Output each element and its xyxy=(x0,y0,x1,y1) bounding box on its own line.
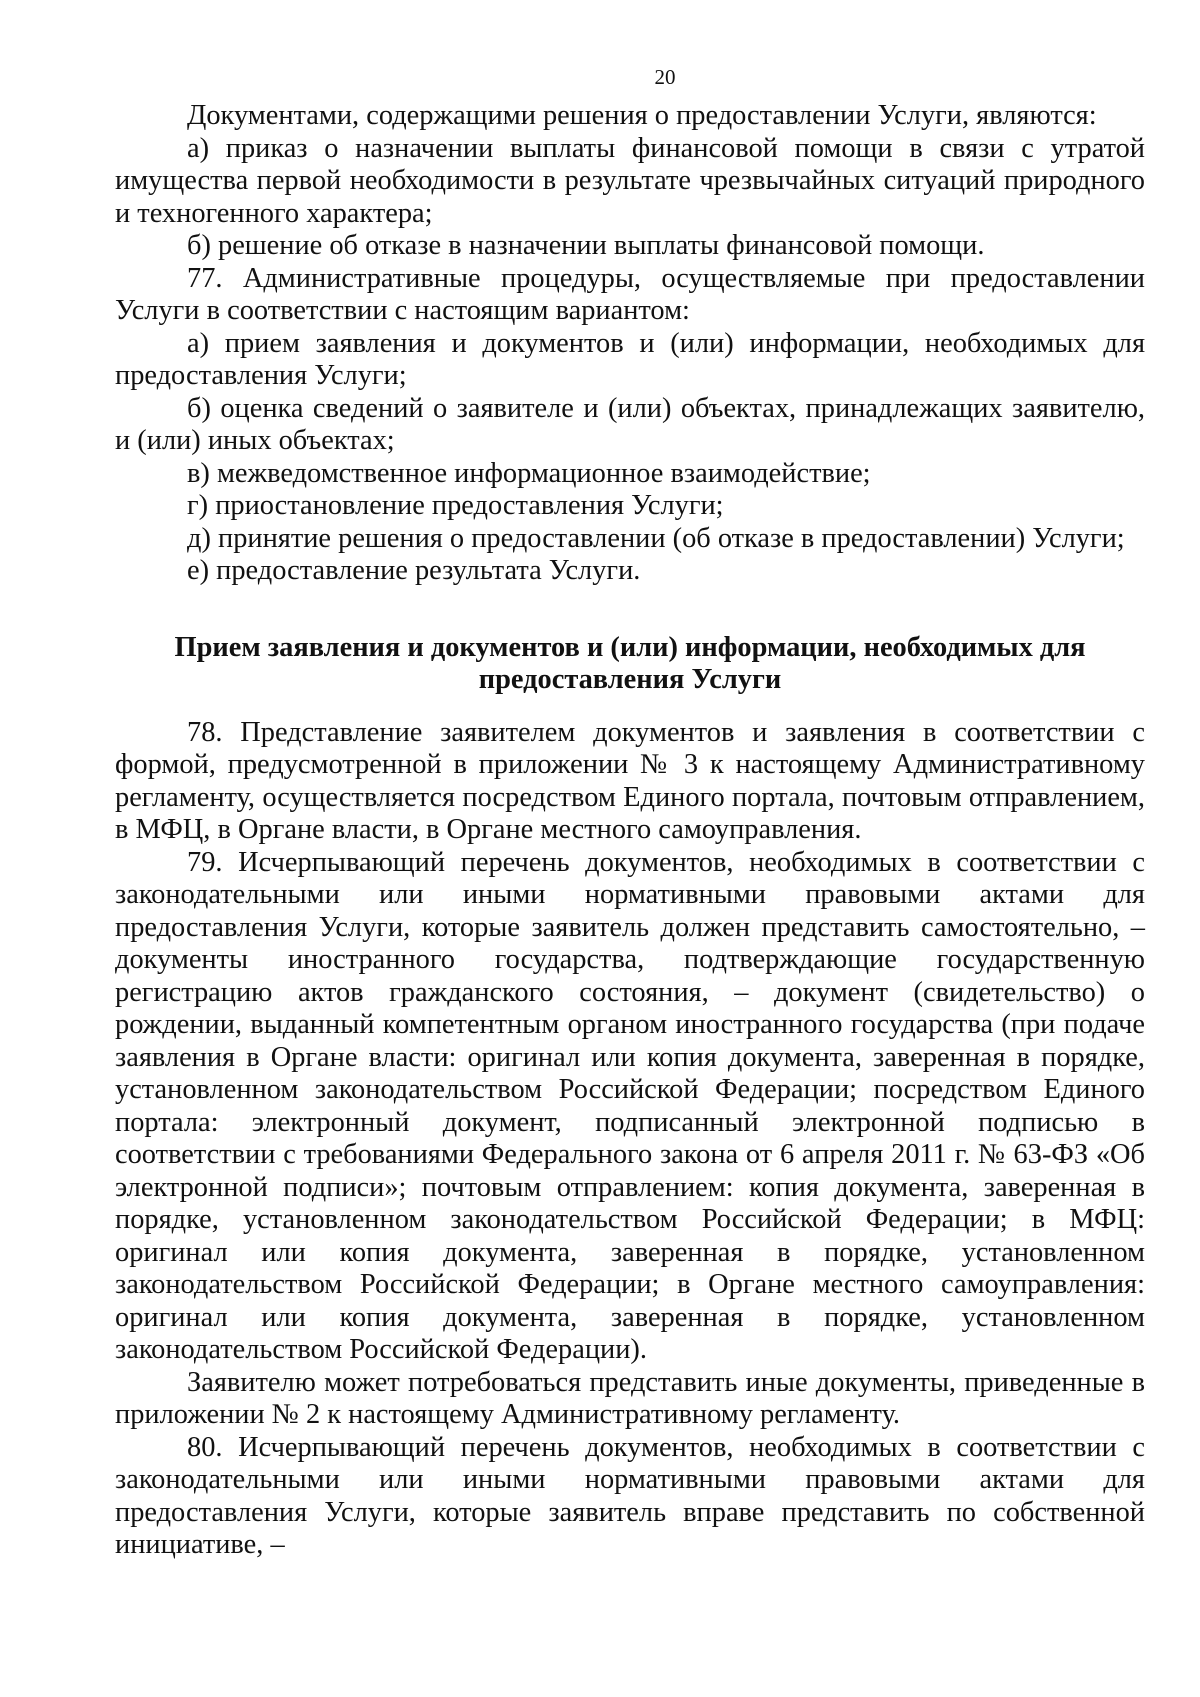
paragraph-80: 80. Исчерпывающий перечень документов, необходимых в соответствии с законодательными или иными нормативными правовыми актами для предоставления Услуги, которые заявитель вправе представить по собственной инициативе, – xyxy=(115,1431,1145,1560)
list-item-e-result: е) предоставление результата Услуги. xyxy=(187,555,641,586)
paragraph-result-documents: Документами, содержащими решения о предоставлении Услуги, являются: xyxy=(187,100,1097,131)
list-item-b-assessment: б) оценка сведений о заявителе и (или) объектах, принадлежащих заявителю, и (или) иных объектах; xyxy=(115,392,1145,456)
list-item-v-interaction: в) межведомственное информационное взаимодействие; xyxy=(187,457,871,489)
page-number: 20 xyxy=(654,65,676,89)
list-item-a-order: а) приказ о назначении выплаты финансовой помощи в связи с утратой имущества первой необходимости в результате чрезвычайных ситуаций природного и техногенного характера; xyxy=(115,132,1145,229)
paragraph-78: 78. Представление заявителем документов и заявления в соответствии с формой, предусмотренной в приложении № 3 к настоящему Административному регламенту, осуществляется посредством Единого портала, почтовым отправлением, в МФЦ, в Органе власти, в Органе местного самоуправления. xyxy=(115,716,1145,845)
list-item-b-refusal: б) решение об отказе в назначении выплаты финансовой помощи. xyxy=(187,230,985,261)
list-item-d-decision: д) принятие решения о предоставлении (об отказе в предоставлении) Услуги; xyxy=(187,522,1125,554)
list-item-a-reception: а) прием заявления и документов и (или) информации, необходимых для предоставления Услуги; xyxy=(115,327,1145,391)
paragraph-other-documents: Заявителю может потребоваться представить иные документы, приведенные в приложении № 2 к настоящему Административному регламенту. xyxy=(115,1366,1145,1430)
list-item-g-suspension: г) приостановление предоставления Услуги; xyxy=(187,490,724,521)
paragraph-77: 77. Административные процедуры, осуществляемые при предоставлении Услуги в соответствии с настоящим вариантом: xyxy=(115,262,1145,326)
document-page xyxy=(115,64,1145,1562)
paragraph-79: 79. Исчерпывающий перечень документов, необходимых в соответствии с законодательными или иными нормативными правовыми актами для предоставления Услуги, которые заявитель должен представить самостоятельно, – документы иностранного государства, подтверждающие государственную регистрацию актов гражданского состояния, – документ (свидетельство) о рождении, выданный компетентным органом иностранного государства (при подаче заявления в Органе власти: оригинал или копия документа, заверенная в порядке, установленном законодательством Российской Федерации; посредством Единого портала: электронный документ, подписанный электронной подписью в соответствии с требованиями Федерального закона от 6 апреля 2011 г. № 63-ФЗ «Об электронной подписи»; почтовым отправлением: копия документа, заверенная в порядке, установленном законодательством Российской Федерации; в МФЦ: оригинал или копия документа, заверенная в порядке, установленном законодательством Российской Федерации; в Органе местного самоуправления: оригинал или копия документа, заверенная в порядке, установленном законодательством Российской Федерации). xyxy=(115,846,1145,1365)
section-heading: Прием заявления и документов и (или) информации, необходимых для предоставления Услуги xyxy=(174,631,1086,695)
